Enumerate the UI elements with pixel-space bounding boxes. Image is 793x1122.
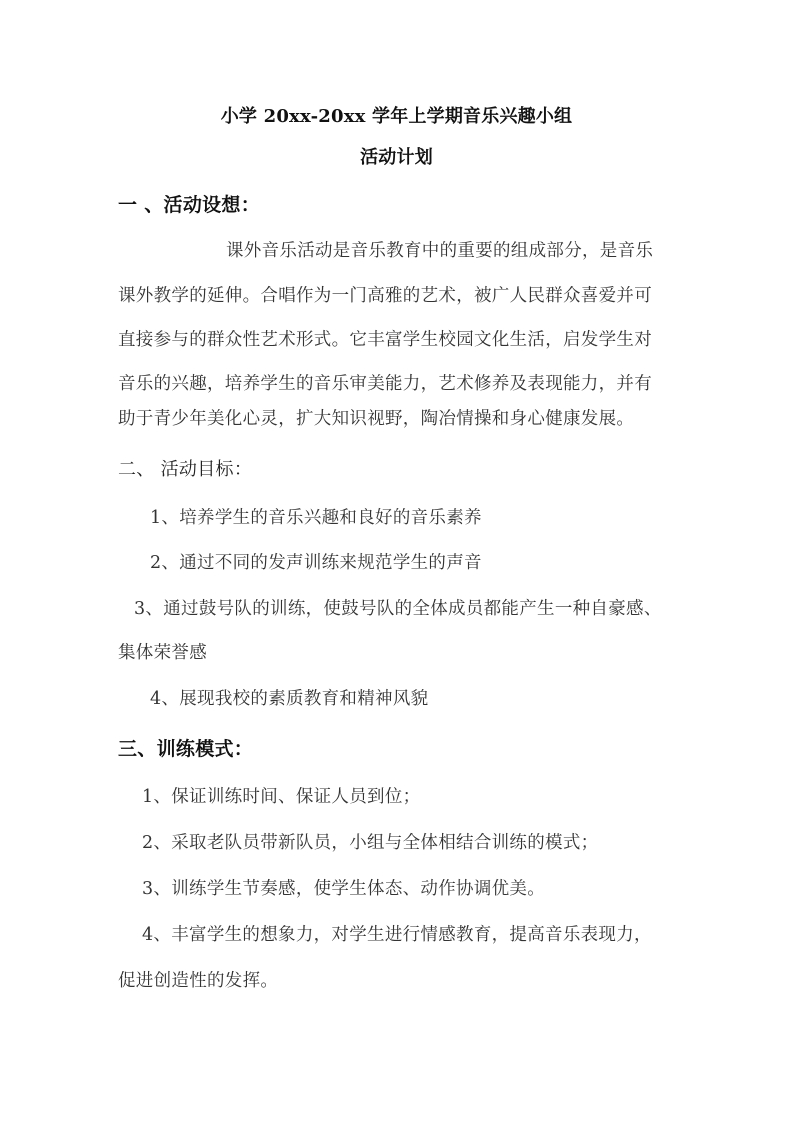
list-item-continuation: 集体荣誉感 — [118, 643, 207, 663]
document-subtitle: 活动计划 — [360, 147, 433, 168]
list-item: 1、培养学生的音乐兴趣和良好的音乐素养 — [150, 508, 482, 528]
list-item: 3、训练学生节奏感，使学生体态、动作协调优美。 — [142, 879, 546, 899]
list-item: 4、展现我校的素质教育和精神风貌 — [150, 689, 429, 709]
paragraph-line: 直接参与的群众性艺术形式。它丰富学生校园文化生活，启发学生对 — [118, 330, 652, 350]
paragraph-line: 音乐的兴趣，培养学生的音乐审美能力，艺术修养及表现能力，并有 — [118, 374, 652, 394]
paragraph-line: 助于青少年美化心灵，扩大知识视野，陶冶情操和身心健康发展。 — [118, 409, 635, 429]
list-item: 2、通过不同的发声训练来规范学生的声音 — [150, 553, 482, 573]
list-item: 3、通过鼓号队的训练，使鼓号队的全体成员都能产生一种自豪感、 — [134, 599, 662, 619]
section-heading-1: 一 、活动设想： — [118, 194, 261, 216]
document-title: 小学 20xx-20xx 学年上学期音乐兴趣小组 — [220, 106, 573, 127]
list-item: 4、丰富学生的想象力，对学生进行情感教育，提高音乐表现力， — [142, 925, 652, 945]
list-item: 1、保证训练时间、保证人员到位； — [142, 787, 421, 807]
list-item-continuation: 促进创造性的发挥。 — [118, 971, 279, 991]
section-heading-2: 二、 活动目标： — [118, 459, 253, 480]
paragraph-line: 课外音乐活动是音乐教育中的重要的组成部分，是音乐 — [226, 241, 654, 261]
section-heading-3: 三、训练模式： — [118, 738, 254, 760]
list-item: 2、采取老队员带新队员，小组与全体相结合训练的模式； — [142, 833, 599, 853]
paragraph-line: 课外教学的延伸。合唱作为一门高雅的艺术，被广人民群众喜爱并可 — [118, 286, 652, 306]
